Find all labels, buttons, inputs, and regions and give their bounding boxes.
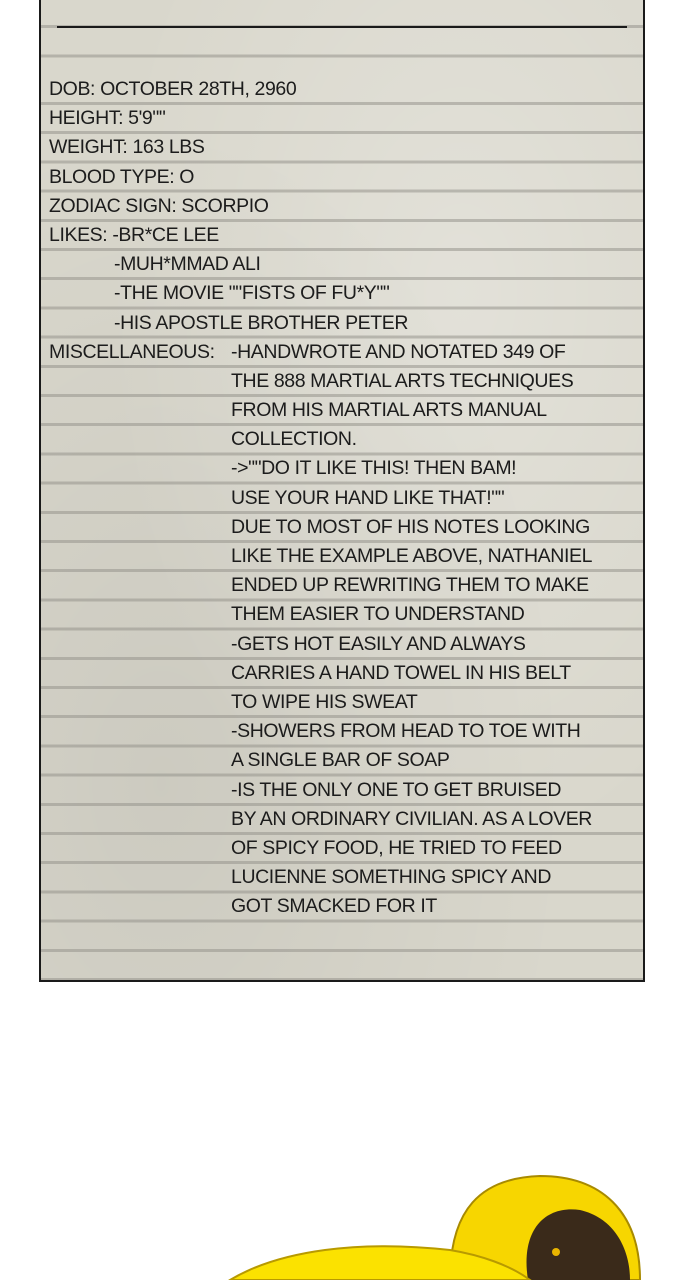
dob: DOB: OCTOBER 28TH, 2960 xyxy=(49,78,297,100)
likes-label: LIKES: xyxy=(49,223,113,246)
misc-line: -GETS HOT EASILY AND ALWAYS xyxy=(231,632,526,655)
misc-line: COLLECTION. xyxy=(231,428,357,451)
zodiac-sign: ZODIAC SIGN: SCORPIO xyxy=(49,194,269,217)
misc-label: MISCELLANEOUS: xyxy=(49,340,215,363)
weight: WEIGHT: 163 LBS xyxy=(49,136,205,159)
like-item: -THE MOVIE ""FISTS OF FU*Y"" xyxy=(114,282,390,305)
misc-line: THE 888 MARTIAL ARTS TECHNIQUES xyxy=(231,369,574,392)
misc-line: -SHOWERS FROM HEAD TO TOE WITH xyxy=(231,720,581,743)
misc-section xyxy=(49,338,592,922)
blood-type: BLOOD TYPE: O xyxy=(49,165,195,188)
misc-line: ->""DO IT LIKE THIS! THEN BAM! xyxy=(231,457,517,480)
likes-row xyxy=(49,221,592,250)
misc-line: USE YOUR HAND LIKE THAT!"" xyxy=(231,486,505,509)
misc-line: THEM EASIER TO UNDERSTAND xyxy=(231,603,525,626)
misc-line: BY AN ORDINARY CIVILIAN. AS A LOVER xyxy=(231,807,592,830)
height: HEIGHT: 5'9"" xyxy=(49,107,166,130)
profile-text xyxy=(49,75,592,921)
misc-line: LIKE THE EXAMPLE ABOVE, NATHANIEL xyxy=(231,545,593,567)
divider xyxy=(57,26,627,28)
misc-line: -IS THE ONLY ONE TO GET BRUISED xyxy=(231,778,562,801)
misc-line: FROM HIS MARTIAL ARTS MANUAL xyxy=(231,399,547,422)
misc-line: GOT SMACKED FOR IT xyxy=(231,895,437,918)
hair-ornament xyxy=(552,1248,560,1256)
misc-line: A SINGLE BAR OF SOAP xyxy=(231,749,450,772)
misc-line: TO WIPE HIS SWEAT xyxy=(231,690,418,713)
profile-card xyxy=(39,0,645,982)
character-hair-illustration xyxy=(0,1100,690,1280)
misc-line: OF SPICY FOOD, HE TRIED TO FEED xyxy=(231,836,562,859)
like-item: -BR*CE LEE xyxy=(112,223,219,246)
misc-line: LUCIENNE SOMETHING SPICY AND xyxy=(231,866,552,889)
misc-line: DUE TO MOST OF HIS NOTES LOOKING xyxy=(231,515,590,538)
misc-lines xyxy=(49,338,592,922)
misc-line: -HANDWROTE AND NOTATED 349 OF xyxy=(231,340,566,363)
like-item: -MUH*MMAD ALI xyxy=(114,253,261,276)
like-item: -HIS APOSTLE BROTHER PETER xyxy=(114,311,409,334)
misc-line: ENDED UP REWRITING THEM TO MAKE xyxy=(231,574,589,597)
misc-line: CARRIES A HAND TOWEL IN HIS BELT xyxy=(231,661,571,684)
